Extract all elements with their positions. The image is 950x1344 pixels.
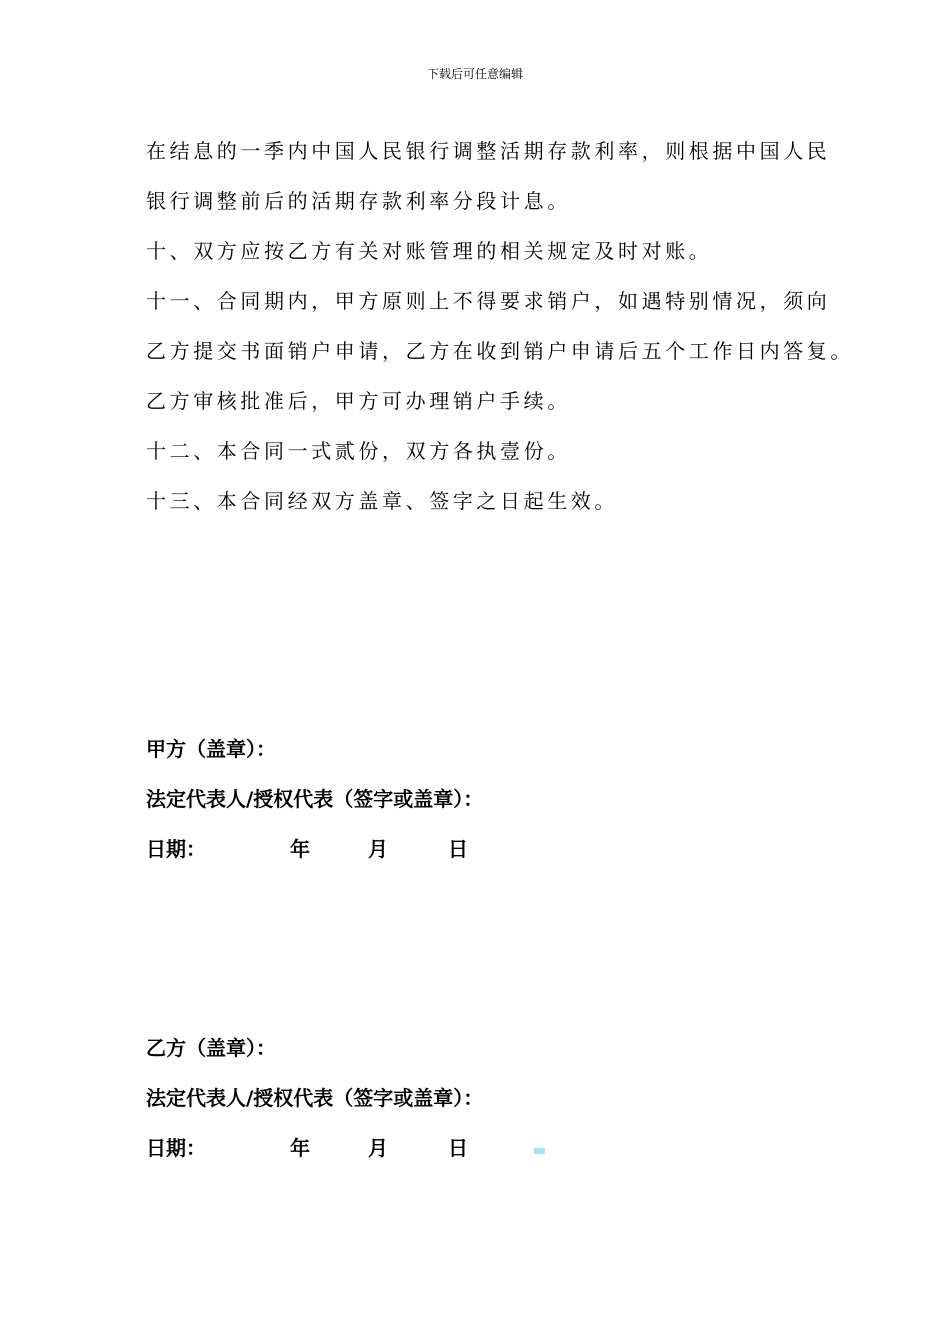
party-a-representative-label: 法定代表人/授权代表（签字或盖章）： (146, 787, 484, 811)
party-b-year-label: 年 (290, 1136, 310, 1160)
party-a-date-label: 日期： (146, 837, 206, 861)
clause-12: 十二、本合同一式贰份，双方各执壹份。 (146, 439, 571, 463)
party-b-seal-label: 乙方（盖章）： (146, 1036, 276, 1060)
party-b-day-label: 日 (448, 1136, 468, 1160)
party-a-year-label: 年 (290, 837, 310, 861)
party-a-seal-label: 甲方（盖章）： (146, 737, 276, 761)
clause-11-line-1: 十一、合同期内，甲方原则上不得要求销户，如遇特别情况，须向 (146, 289, 831, 313)
clause-10: 十、双方应按乙方有关对账管理的相关规定及时对账。 (146, 239, 713, 263)
party-b-date-label: 日期： (146, 1136, 206, 1160)
page-header: 下载后可任意编辑 (426, 67, 523, 81)
clause-11-line-3: 乙方审核批准后，甲方可办理销户手续。 (146, 389, 571, 413)
body-line-1: 在结息的一季内中国人民银行调整活期存款利率，则根据中国人民 (146, 139, 831, 163)
highlight-marker (534, 1148, 545, 1154)
party-a-month-label: 月 (368, 837, 388, 861)
party-b-representative-label: 法定代表人/授权代表（签字或盖章）： (146, 1086, 484, 1110)
party-a-day-label: 日 (448, 837, 468, 861)
clause-13: 十三、本合同经双方盖章、签字之日起生效。 (146, 489, 618, 513)
clause-11-line-2: 乙方提交书面销户申请，乙方在收到销户申请后五个工作日内答复。 (146, 339, 854, 363)
body-line-2: 银行调整前后的活期存款利率分段计息。 (146, 189, 571, 213)
party-b-month-label: 月 (368, 1136, 388, 1160)
